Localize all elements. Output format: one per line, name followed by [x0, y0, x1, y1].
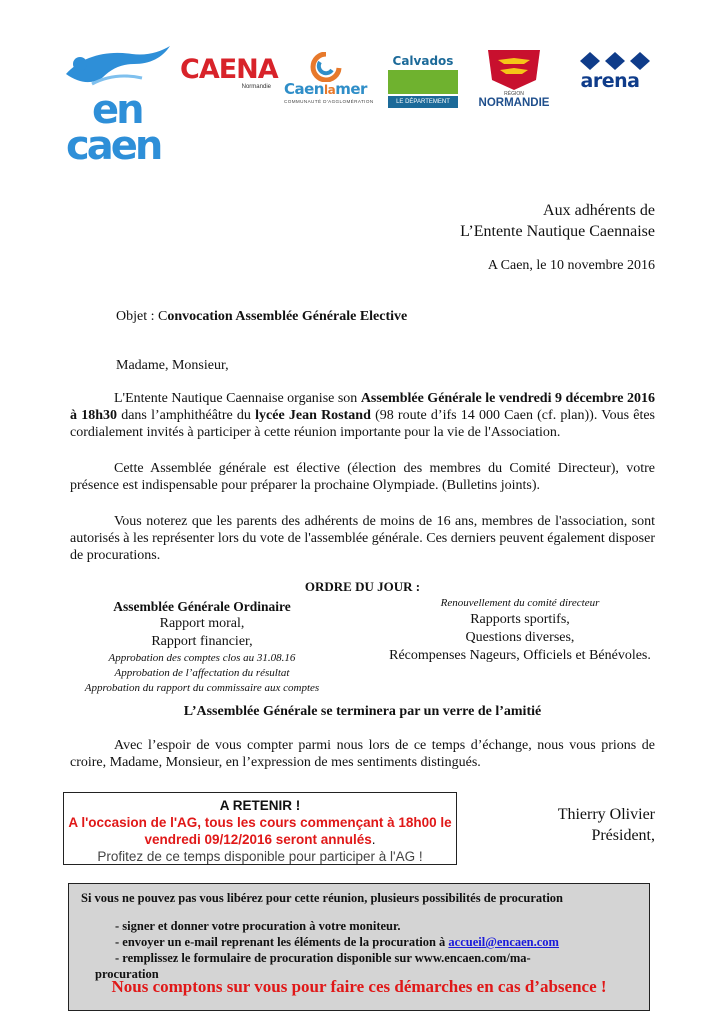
caenlamer-logo	[284, 52, 380, 108]
p1-text3: (98 route d’ifs 14 000 Caen (cf. plan)). Vous êtes cordialement invités à participer à cette réunion importante pour la vie de l'Association.	[70, 408, 655, 440]
letter-subject	[116, 309, 407, 325]
agenda-note: Renouvellement du comité directeur	[440, 597, 600, 609]
recipient-line1: Aux adhérents de	[543, 202, 655, 219]
caenlamer-part1: Caen	[284, 80, 324, 98]
reminder-title: A RETENIR !	[219, 798, 301, 813]
agenda-left-column	[62, 598, 342, 696]
agenda-item: Rapport moral,	[159, 616, 245, 631]
reminder-grey-text: Profitez de ce temps disponible pour participer à l'AG !	[97, 849, 423, 864]
paragraph-elective	[70, 460, 655, 494]
agenda-right-column	[370, 596, 670, 665]
normandie-logo-sub: RÉGION	[504, 91, 524, 97]
agenda-note: Approbation des comptes clos au 31.08.16	[108, 652, 296, 664]
calvados-logo-box	[388, 52, 458, 108]
encaen-logo-line1: en	[92, 87, 142, 133]
agenda-item: Récompenses Nageurs, Officiels et Bénévoles.	[389, 648, 651, 663]
normandie-logo	[474, 48, 554, 112]
proxy-option: - remplissez le formulaire de procuration disponible sur www.encaen.com/ma-	[115, 951, 531, 965]
letter-date: A Caen, le 10 novembre 2016	[487, 258, 655, 273]
caenlamer-part2: la	[323, 83, 336, 97]
agenda-item: Questions diverses,	[465, 630, 575, 645]
reminder-red-end: .	[371, 832, 376, 847]
caena-logo	[180, 54, 278, 96]
subject-text: onvocation Assemblée Générale Elective	[167, 309, 408, 324]
signature-name: Thierry Olivier	[557, 806, 655, 823]
calvados-logo-name: Calvados	[392, 54, 454, 68]
recipient-line2: L’Entente Nautique Caennaise	[460, 223, 655, 240]
agenda-title: ORDRE DU JOUR :	[304, 579, 421, 594]
caena-logo-name: CAENA	[180, 54, 278, 85]
agenda-note: Approbation de l’affectation du résultat	[114, 667, 290, 679]
calvados-logo-sub: LE DÉPARTEMENT	[388, 96, 458, 108]
p1-text2: dans l’amphithéâtre du	[117, 408, 256, 423]
reminder-red-text: A l'occasion de l'AG, tous les cours commençant à 18h00 le vendredi 09/12/2016 seront annulés	[68, 815, 452, 847]
calvados-logo-band	[388, 70, 458, 94]
arena-logo	[560, 50, 660, 100]
encaen-logo	[62, 44, 174, 169]
agenda-left-heading: Assemblée Générale Ordinaire	[113, 599, 291, 614]
proxy-heading: Si vous ne pouvez pas vous libérez pour cette réunion, plusieurs possibilités de procuration	[81, 891, 563, 905]
paragraph-invitation	[70, 390, 655, 441]
proxy-option: - signer et donner votre procuration à votre moniteur.	[115, 919, 401, 933]
agenda-note: Approbation du rapport du commissaire aux comptes	[84, 682, 320, 694]
reminder-box	[63, 792, 457, 865]
recipient-block	[395, 200, 655, 242]
signature-role: Président,	[591, 827, 655, 844]
signature-block	[455, 804, 655, 846]
calvados-logo	[388, 52, 460, 110]
proxy-option	[115, 934, 640, 950]
encaen-logo-line2: caen	[66, 123, 161, 169]
paragraph-parents	[70, 513, 655, 564]
arena-logo-name: arena	[580, 70, 640, 92]
proxy-options-list	[95, 918, 640, 982]
proxy-box	[68, 883, 650, 1011]
closing-line: L’Assemblée Générale se terminera par un verre de l’amitié	[183, 704, 542, 719]
caenlamer-part3: mer	[335, 80, 367, 98]
caenlamer-emblem-icon	[306, 52, 346, 82]
normandie-logo-name: NORMANDIE	[478, 97, 550, 109]
reminder-notice	[64, 814, 456, 848]
subject-label: Objet : C	[116, 309, 168, 324]
caenlamer-logo-sub: COMMUNAUTÉ D'AGGLOMÉRATION	[284, 99, 374, 104]
p1-text1: L'Entente Nautique Caennaise organise son	[114, 391, 361, 406]
p1-bold-date: Assemblée Générale le vendredi 9 décembre 2016 à 18h30	[70, 391, 656, 423]
p3-text: Vous noterez que les parents des adhérents de moins de 16 ans, membres de l'association, sont autorisés à les représenter lors du vote de l'assemblée générale. Ces derniers peuvent également disposer de procurations.	[70, 514, 655, 563]
normandie-shield-icon	[474, 48, 554, 92]
agenda-item: Rapport financier,	[151, 634, 253, 649]
greeting: Madame, Monsieur,	[116, 358, 229, 373]
caena-logo-sub: Normandie	[241, 84, 271, 90]
proxy-option-email-text: - envoyer un e-mail reprenant les éléments de la procuration à	[115, 935, 449, 949]
proxy-option-continuation: procuration	[95, 967, 159, 981]
arena-diamonds-icon	[560, 50, 660, 72]
p4-text: Avec l’espoir de vous compter parmi nous lors de ce temps d’échange, nous vous prions de croire, Madame, Monsieur, en l’expression de mes sentiments distingués.	[70, 738, 655, 770]
agenda-item: Rapports sportifs,	[470, 612, 570, 627]
p1-bold-venue: lycée Jean Rostand	[255, 408, 371, 423]
caenlamer-logo-name	[284, 82, 367, 97]
proxy-email-link[interactable]: accueil@encaen.com	[448, 935, 559, 949]
proxy-footer: Nous comptons sur vous pour faire ces démarches en cas d’absence !	[111, 977, 607, 996]
p2-text: Cette Assemblée générale est élective (élection des membres du Comité Directeur), votre présence est indispensable pour préparer la prochaine Olympiade. (Bulletins joints).	[70, 461, 655, 493]
paragraph-closing	[70, 737, 655, 771]
